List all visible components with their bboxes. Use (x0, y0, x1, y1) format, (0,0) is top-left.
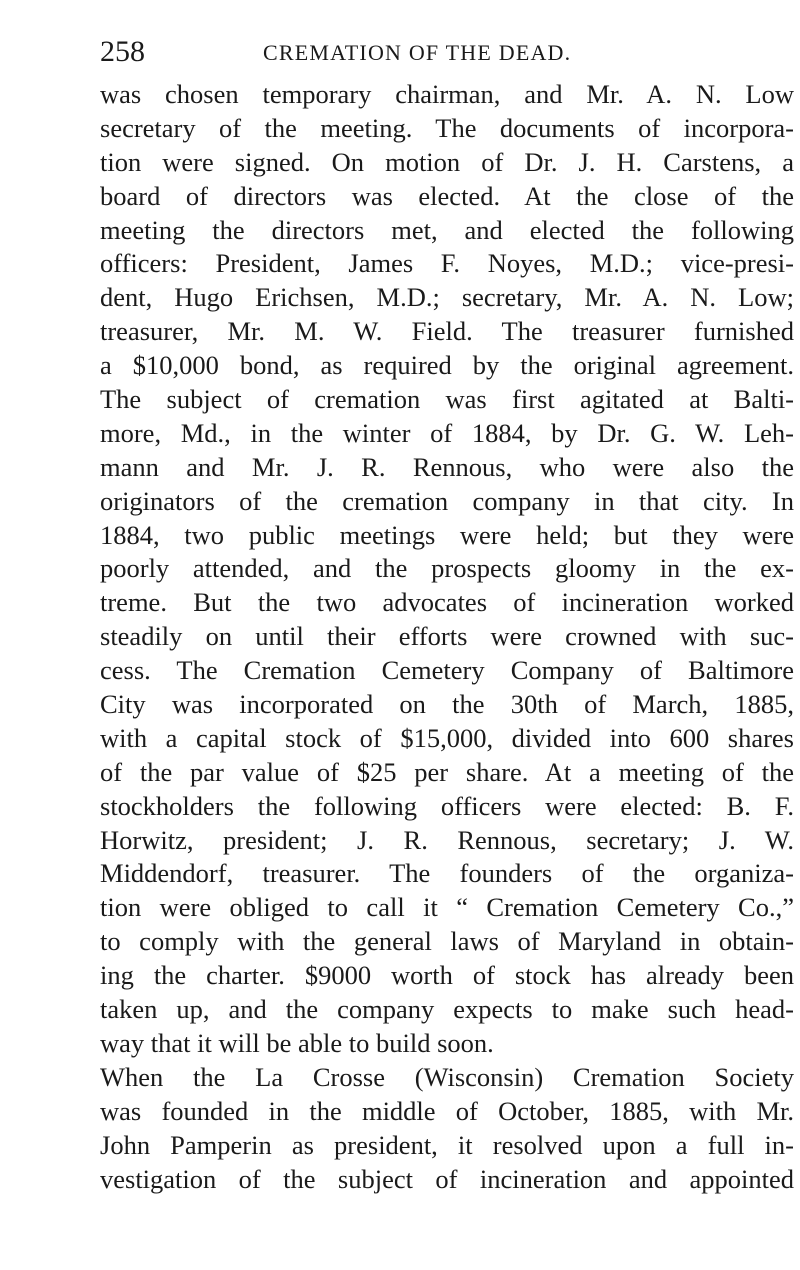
text-line: The subject of cremation was first agitated at Balti- (100, 384, 794, 415)
text-line: stockholders the following officers were elected: B. F. (100, 790, 794, 821)
text-line: with a capital stock of $15,000, divided into 600 shares (100, 722, 794, 753)
text-line: cess. The Cremation Cemetery Company of Baltimore (100, 655, 794, 686)
text-line: vestigation of the subject of incineration and appointed (100, 1163, 794, 1194)
text-line: more, Md., in the winter of 1884, by Dr. G. W. Leh- (100, 417, 794, 448)
text-line: a $10,000 bond, as required by the original agreement. (100, 350, 794, 381)
text-line: poorly attended, and the prospects gloomy in the ex- (100, 553, 794, 584)
text-line: to comply with the general laws of Maryland in obtain- (100, 926, 794, 957)
text-line: meeting the directors met, and elected the following (100, 214, 794, 245)
page-number: 258 (100, 35, 145, 68)
text-line: tion were signed. On motion of Dr. J. H. Carstens, a (100, 146, 794, 177)
text-line: treme. But the two advocates of incineration worked (100, 587, 794, 618)
text-line: When the La Crosse (Wisconsin) Cremation Society (100, 1061, 794, 1092)
text-line: secretary of the meeting. The documents of incorpora- (100, 112, 794, 143)
text-line: taken up, and the company expects to make such head- (100, 994, 794, 1025)
text-line: was founded in the middle of October, 1885, with Mr. (100, 1095, 794, 1126)
text-line: ing the charter. $9000 worth of stock has already been (100, 960, 794, 991)
text-line: Horwitz, president; J. R. Rennous, secretary; J. W. (100, 824, 794, 855)
running-title: CREMATION OF THE DEAD. (263, 40, 572, 65)
text-line: treasurer, Mr. M. W. Field. The treasurer furnished (100, 316, 794, 347)
running-head (100, 34, 790, 70)
text-line: was chosen temporary chairman, and Mr. A. N. Low (100, 79, 794, 109)
text-line: dent, Hugo Erichsen, M.D.; secretary, Mr. A. N. Low; (100, 282, 794, 313)
text-line: City was incorporated on the 30th of March, 1885, (100, 689, 794, 720)
text-line: mann and Mr. J. R. Rennous, who were also the (100, 451, 794, 482)
body-text (100, 78, 794, 1196)
text-line: steadily on until their efforts were crowned with suc- (100, 621, 794, 652)
text-line: officers: President, James F. Noyes, M.D.; vice-presi- (100, 248, 794, 279)
text-line: 1884, two public meetings were held; but they were (100, 519, 794, 550)
text-line: of the par value of $25 per share. At a meeting of the (100, 756, 794, 787)
text-line: John Pamperin as president, it resolved upon a full in- (100, 1129, 794, 1160)
text-line: originators of the cremation company in that city. In (100, 485, 794, 516)
text-line: Middendorf, treasurer. The founders of the organiza- (100, 858, 794, 889)
text-line: board of directors was elected. At the close of the (100, 180, 794, 211)
text-line: tion were obliged to call it “ Cremation Cemetery Co.,” (100, 892, 794, 923)
text-line: way that it will be able to build soon. (100, 1027, 494, 1058)
